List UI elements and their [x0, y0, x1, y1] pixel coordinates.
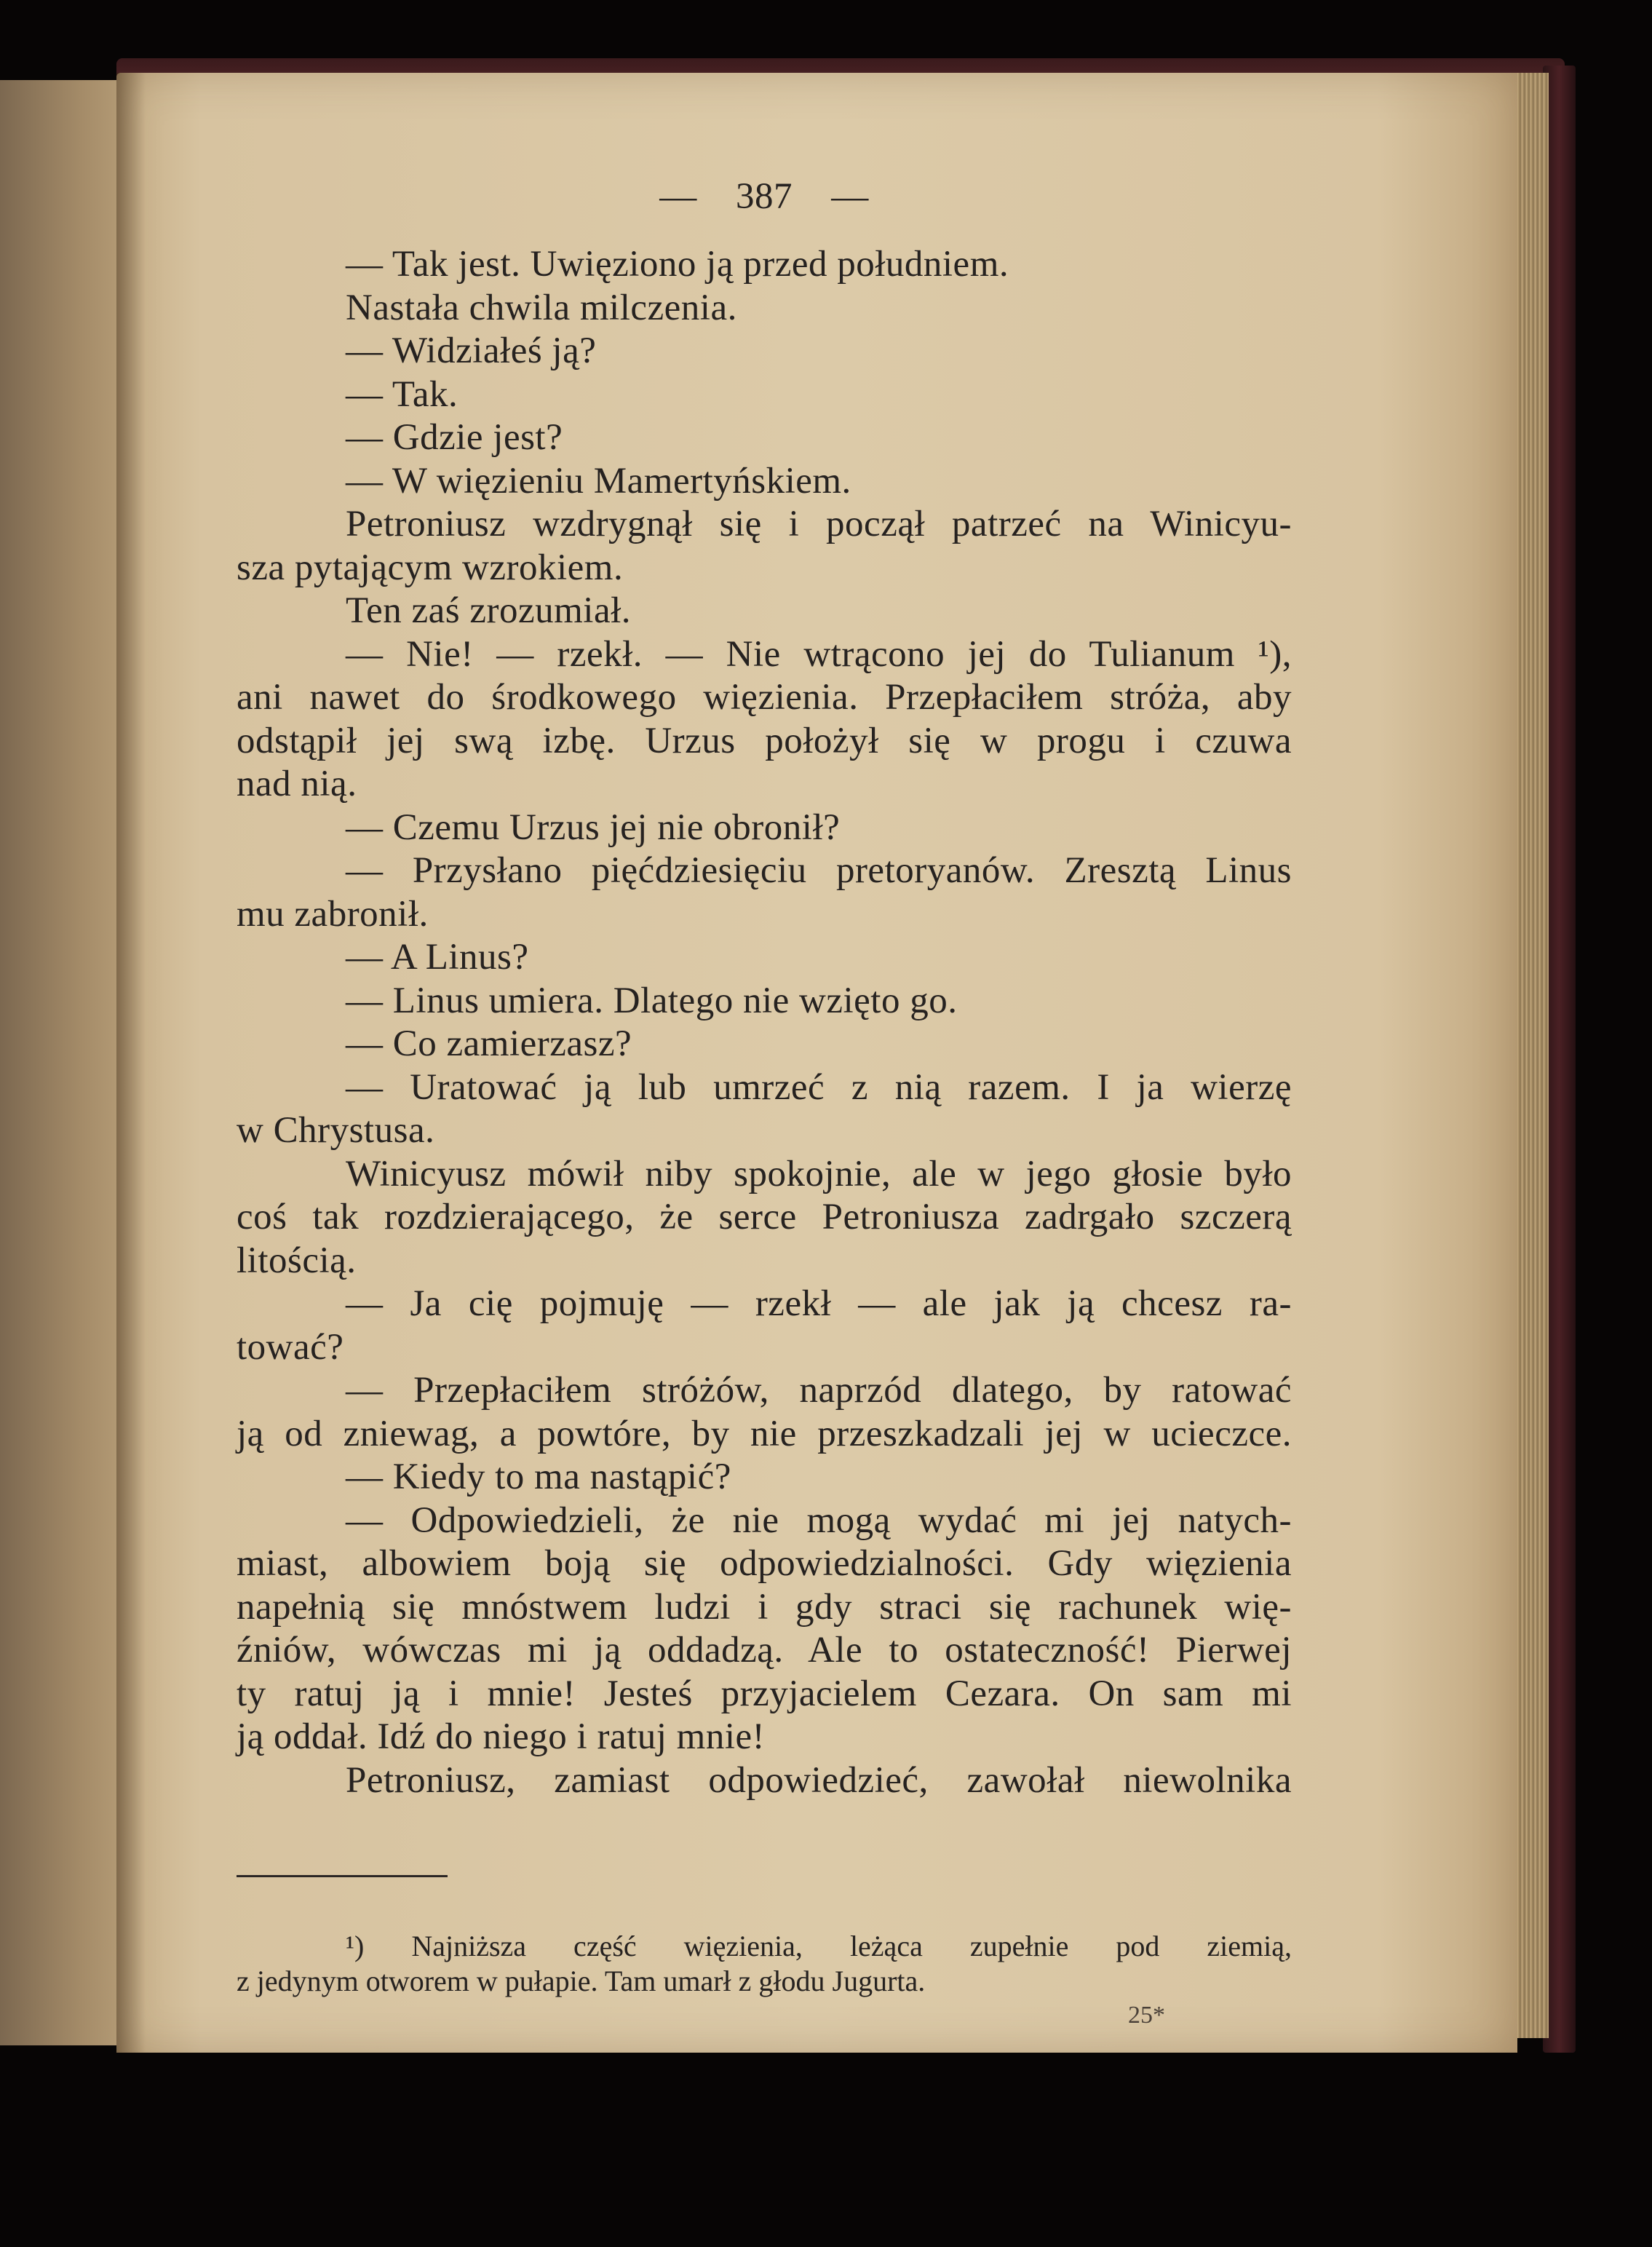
text-line: ty ratuj ją i mnie! Jesteś przyjacielem Cezara. On sam mi: [237, 1673, 1292, 1714]
text-line: Petroniusz, zamiast odpowiedzieć, zawołał niewolnika: [346, 1759, 1292, 1801]
text-line: tować?: [237, 1326, 344, 1368]
footnote-rule: [237, 1875, 448, 1877]
text-line: mu zabronił.: [237, 893, 429, 935]
text-line: sza pytającym wzrokiem.: [237, 547, 624, 588]
gutter-shadow: [116, 73, 146, 2053]
footnote: [237, 1929, 1292, 1999]
header-dash-right: —: [831, 176, 869, 217]
text-line: — Kiedy to ma nastąpić?: [346, 1457, 731, 1497]
printer-signature: 25*: [1128, 2002, 1165, 2029]
text-line: Petroniusz wzdrygnął się i począł patrzeć na Winicyu-: [346, 504, 1292, 544]
page-header: [237, 167, 1292, 240]
text-line: odstąpił jej swą izbę. Urzus położył się w progu i czuwa: [237, 720, 1292, 761]
text-line: ją od zniewag, a powtóre, by nie przeszkadzali jej w ucieczce.: [237, 1413, 1292, 1454]
text-line: Nastała chwila milczenia.: [346, 287, 737, 328]
text-line: napełnią się mnóstwem ludzi i gdy straci się rachunek wię-: [237, 1586, 1292, 1628]
text-line: — Tak.: [346, 373, 458, 415]
header-dash-left: —: [659, 176, 697, 217]
text-line: — Uratować ją lub umrzeć z nią razem. I ja wierzę: [346, 1066, 1292, 1108]
text-line: — Gdzie jest?: [346, 417, 563, 458]
page-text: [237, 167, 1292, 1802]
text-line: — W więzieniu Mamertyńskiem.: [346, 460, 851, 502]
text-line: ją oddał. Idź do niego i ratuj mnie!: [237, 1716, 766, 1757]
text-line: — Przepłaciłem stróżów, naprzód dlatego, by ratować: [346, 1370, 1292, 1411]
text-line: — Widziałeś ją?: [346, 330, 597, 371]
page-number: 387: [736, 176, 793, 217]
text-line: — A Linus?: [346, 937, 529, 978]
text-line: coś tak rozdzierającego, że serce Petroniusza zadrgało szczerą: [237, 1197, 1292, 1237]
text-line: — Nie! — rzekł. — Nie wtrącono jej do Tulianum ¹),: [346, 633, 1292, 675]
text-line: — Ja cię pojmuję — rzekł — ale jak ją chcesz ra-: [346, 1283, 1292, 1324]
text-line: — Tak jest. Uwięziono ją przed południem.: [346, 244, 1009, 285]
body-lines: [237, 243, 1292, 1802]
text-line: miast, albowiem boją się odpowiedzialności. Gdy więzienia: [237, 1543, 1292, 1584]
footnote-line: ¹) Najniższa część więzienia, leżąca zupełnie pod ziemią,: [346, 1930, 1292, 1962]
text-line: ani nawet do środkowego więzienia. Przepłaciłem stróża, aby: [237, 677, 1292, 718]
text-line: litością.: [237, 1240, 357, 1281]
text-line: nad nią.: [237, 764, 357, 804]
footnote-line: z jedynym otworem w pułapie. Tam umarł z głodu Jugurta.: [237, 1965, 926, 1997]
text-line: Winicyusz mówił niby spokojnie, ale w jego głosie było: [346, 1153, 1292, 1194]
text-line: — Co zamierzasz?: [346, 1023, 632, 1064]
text-line: źniów, wówczas mi ją oddadzą. Ale to ostateczność! Pierwej: [237, 1630, 1292, 1671]
page-edges: [1514, 73, 1549, 2038]
left-page-edge: [0, 80, 135, 2045]
text-line: Ten zaś zrozumiał.: [346, 590, 631, 631]
text-line: — Linus umiera. Dlatego nie wzięto go.: [346, 980, 958, 1021]
text-line: — Czemu Urzus jej nie obronił?: [346, 807, 841, 848]
text-line: w Chrystusa.: [237, 1110, 435, 1151]
text-line: — Odpowiedzieli, że nie mogą wydać mi jej natych-: [346, 1499, 1292, 1541]
text-line: — Przysłano pięćdziesięciu pretoryanów. Zresztą Linus: [346, 850, 1292, 891]
